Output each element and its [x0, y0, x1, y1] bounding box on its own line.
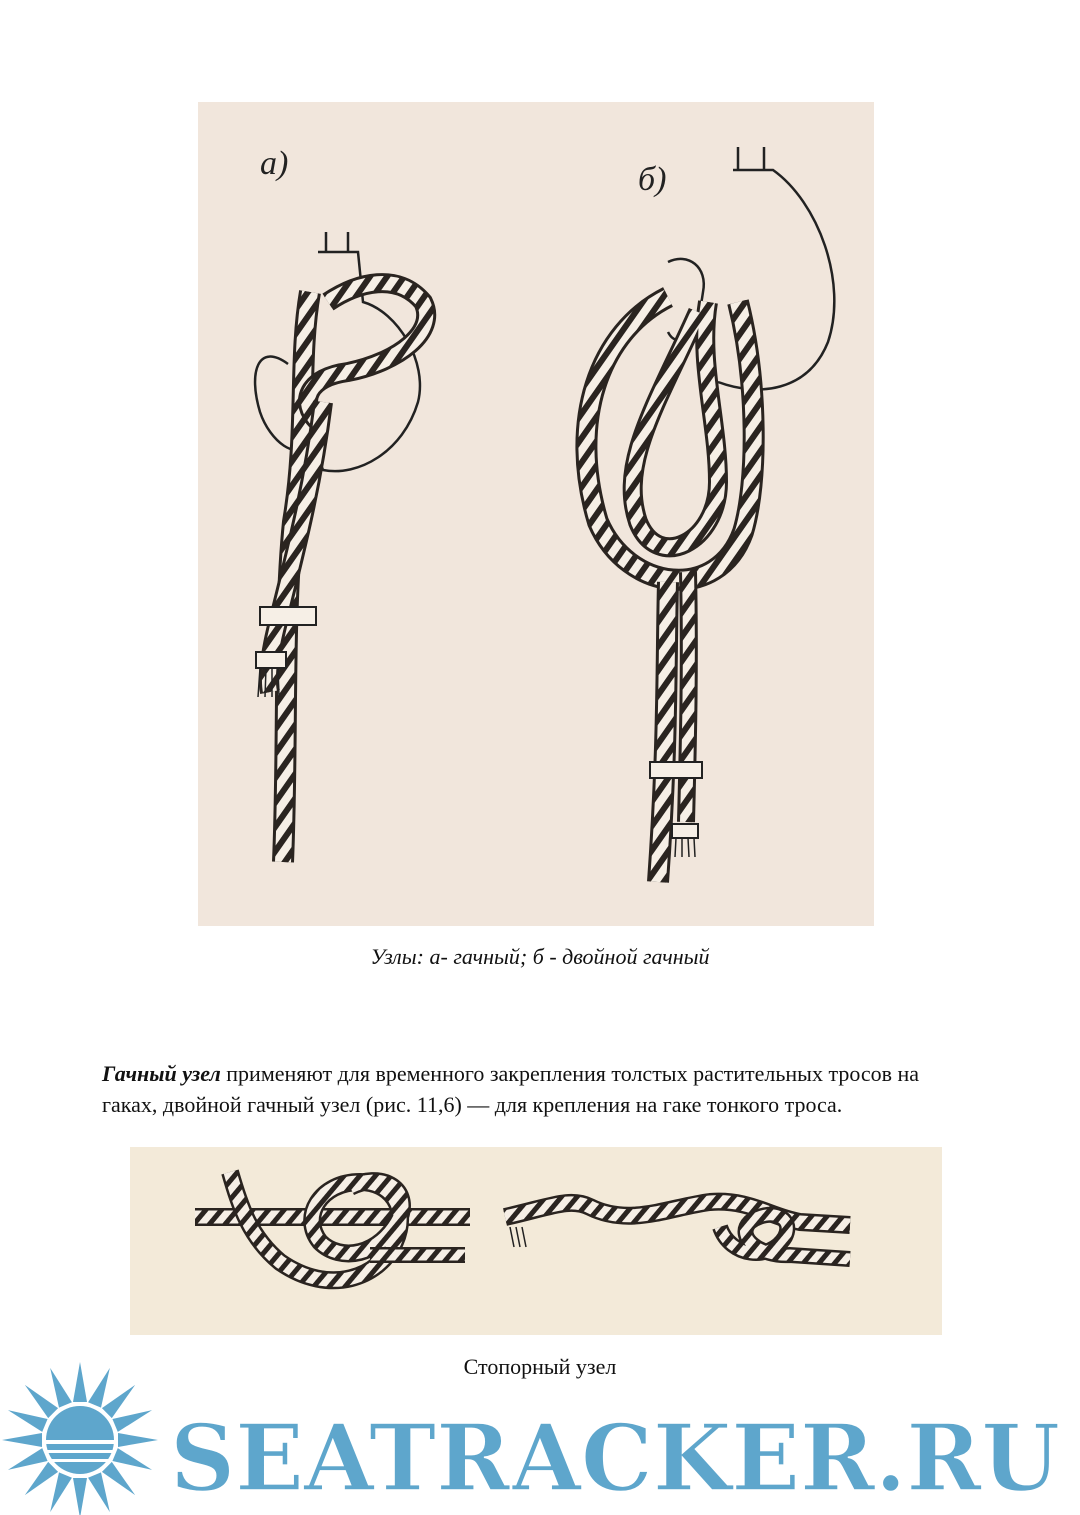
- stopper-knot-left: [195, 1172, 470, 1280]
- label-b: б): [638, 161, 667, 198]
- description-paragraph: [102, 1058, 962, 1120]
- stopper-knot-illustration: [130, 1147, 942, 1335]
- figure-caption-hook-knots: Узлы: а- гачный; б - двойной гачный: [370, 944, 710, 969]
- watermark-text: SEATRACKER.RU: [170, 1404, 1060, 1512]
- paragraph-text: применяют для временного закрепления толстых растительных тросов на гаках, двойной гачный узел (рис. 11,6) — для крепления на гаке тонкого троса.: [102, 1061, 920, 1117]
- seatracker-watermark: [0, 1355, 1080, 1515]
- paragraph-term: Гачный узел: [102, 1061, 221, 1086]
- rope-a: [256, 283, 426, 862]
- figure-caption-stopper-knot: Стопорный узел: [463, 1354, 617, 1379]
- sun-logo-icon: [2, 1362, 158, 1515]
- label-a: а): [260, 145, 289, 182]
- stopper-knot-right: [505, 1202, 850, 1259]
- hook-knots-illustration: [198, 102, 874, 926]
